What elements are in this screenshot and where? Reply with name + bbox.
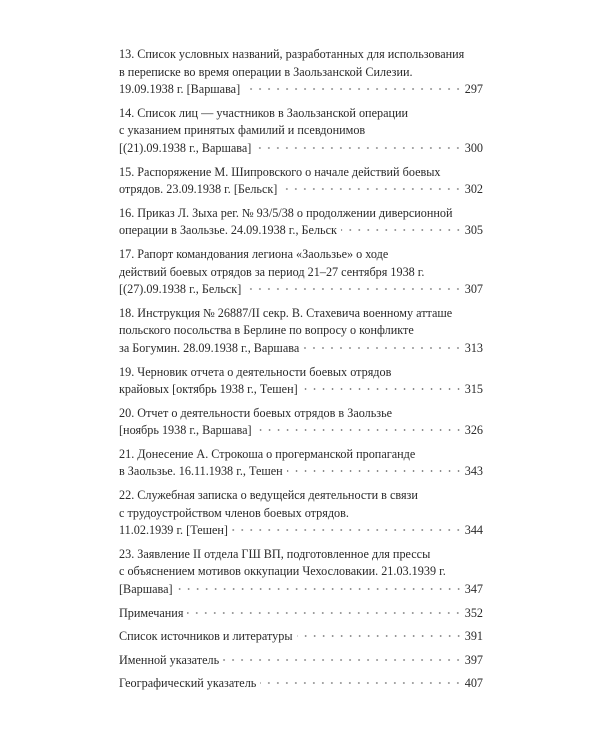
entry-title-line: 17. Рапорт командования легиона «Заользье» о ходе: [119, 246, 389, 261]
entry-title-line: 18. Инструкция № 26887/II секр. В. Стахевича военному атташе: [119, 305, 453, 320]
entry-last-line: [119, 581, 483, 599]
toc-entry[interactable]: [119, 205, 483, 240]
toc-entry[interactable]: [119, 487, 483, 540]
entry-title-tail: 11.02.1939 г. [Тешен]: [119, 523, 228, 538]
dot-leader: [255, 147, 462, 149]
entry-last-line: [119, 181, 483, 199]
dot-leader: [297, 635, 463, 637]
entry-title-tail: [(27).09.1938 г., Бельск]: [119, 282, 242, 297]
dot-leader: [256, 429, 463, 431]
entry-title-tail: в Заользье. 16.11.1938 г., Тешен: [119, 464, 283, 479]
entry-last-line: [119, 522, 483, 540]
toc-back-entry[interactable]: [119, 628, 483, 646]
entry-title-line: 23. Заявление II отдела ГШ ВП, подготовленное для прессы: [119, 546, 431, 561]
toc-entry[interactable]: [119, 405, 483, 440]
document-entries: [119, 46, 483, 599]
page-number: 352: [464, 605, 483, 620]
entry-last-line: [119, 140, 483, 158]
toc-back-entry[interactable]: [119, 605, 483, 623]
entry-title-tail: отрядов. 23.09.1938 г. [Бельск]: [119, 182, 278, 197]
entry-last-line: [119, 675, 483, 693]
page-number: 313: [464, 340, 483, 355]
entry-title-line: 19. Черновик отчета о деятельности боевых отрядов: [119, 364, 392, 379]
entry-title-tail: [(21).09.1938 г., Варшава]: [119, 140, 252, 155]
dot-leader: [187, 612, 462, 614]
toc-entry[interactable]: [119, 46, 483, 99]
dot-leader: [303, 347, 462, 349]
entry-title-line: 16. Приказ Л. Зыха рег. № 93/5/38 о продолжении диверсионной: [119, 205, 453, 220]
back-matter: [119, 605, 483, 693]
entry-title-tail: [ноябрь 1938 г., Варшава]: [119, 423, 252, 438]
entry-last-line: [119, 340, 483, 358]
page-number: 347: [464, 582, 483, 597]
dot-leader: [244, 88, 463, 90]
entry-last-line: [119, 422, 483, 440]
dot-leader: [281, 188, 462, 190]
page-number: 407: [464, 676, 483, 691]
entry-title-tail: [Варшава]: [119, 582, 173, 597]
toc-entry[interactable]: [119, 546, 483, 599]
entry-last-line: [119, 281, 483, 299]
page-number: 297: [464, 82, 483, 97]
toc-entry[interactable]: [119, 305, 483, 358]
entry-title-line: 21. Донесение А. Строкоша о прогерманской пропаганде: [119, 446, 416, 461]
entry-title-line: с указанием принятых фамилий и псевдонимов: [119, 123, 366, 138]
entry-title-tail: за Богумин. 28.09.1938 г., Варшава: [119, 340, 300, 355]
entry-title-tail: Географический указатель: [119, 676, 257, 691]
entry-title-tail: Примечания: [119, 605, 184, 620]
dot-leader: [223, 659, 463, 661]
entry-title-tail: крайовых [октябрь 1938 г., Тешен]: [119, 382, 298, 397]
toc-entry[interactable]: [119, 246, 483, 299]
entry-title-line: польского посольства в Берлине по вопросу о конфликте: [119, 323, 414, 338]
entry-title-line: 22. Служебная записка о ведущейся деятельности в связи: [119, 488, 418, 503]
page-number: 300: [464, 140, 483, 155]
entry-last-line: [119, 222, 483, 240]
entry-title-line: действий боевых отрядов за период 21–27 сентября 1938 г.: [119, 264, 425, 279]
toc-back-entry[interactable]: [119, 675, 483, 693]
toc-entry[interactable]: [119, 364, 483, 399]
dot-leader: [260, 682, 462, 684]
page-number: 343: [464, 464, 483, 479]
page-number: 391: [464, 629, 483, 644]
page-number: 315: [464, 382, 483, 397]
entry-title-line: с объяснением мотивов оккупации Чехословакии. 21.03.1939 г.: [119, 564, 446, 579]
entry-last-line: [119, 652, 483, 670]
page-number: 344: [464, 523, 483, 538]
entry-last-line: [119, 381, 483, 399]
page-number: 302: [464, 182, 483, 197]
page-number: 305: [464, 223, 483, 238]
toc-entry[interactable]: [119, 105, 483, 158]
dot-leader: [287, 470, 463, 472]
entry-title-tail: операции в Заользье. 24.09.1938 г., Бельск: [119, 223, 337, 238]
entry-last-line: [119, 628, 483, 646]
dot-leader: [245, 288, 462, 290]
entry-title-line: 14. Список лиц — участников в Заользанской операции: [119, 105, 409, 120]
entry-title-tail: 19.09.1938 г. [Варшава]: [119, 82, 241, 97]
toc-entry[interactable]: [119, 446, 483, 481]
page-number: 397: [464, 652, 483, 667]
entry-title-line: с трудоустройством членов боевых отрядов.: [119, 505, 349, 520]
dot-leader: [341, 229, 463, 231]
toc-back-entry[interactable]: [119, 652, 483, 670]
page-number: 307: [464, 282, 483, 297]
entry-last-line: [119, 463, 483, 481]
entry-title-line: в переписке во время операции в Заользанской Силезии.: [119, 64, 413, 79]
entry-title-line: 13. Список условных названий, разработанных для использования: [119, 47, 465, 61]
dot-leader: [177, 588, 463, 590]
entry-last-line: [119, 605, 483, 623]
entry-last-line: [119, 81, 483, 99]
toc-entry[interactable]: [119, 164, 483, 199]
entry-title-tail: Именной указатель: [119, 652, 220, 667]
entry-title-tail: Список источников и литературы: [119, 629, 293, 644]
entry-title-line: 15. Распоряжение М. Шипровского о начале действий боевых: [119, 164, 441, 179]
entry-title-line: 20. Отчет о деятельности боевых отрядов в Заользье: [119, 405, 393, 420]
dot-leader: [302, 388, 463, 390]
dot-leader: [232, 529, 463, 531]
page-number: 326: [464, 423, 483, 438]
table-of-contents: [119, 46, 483, 699]
